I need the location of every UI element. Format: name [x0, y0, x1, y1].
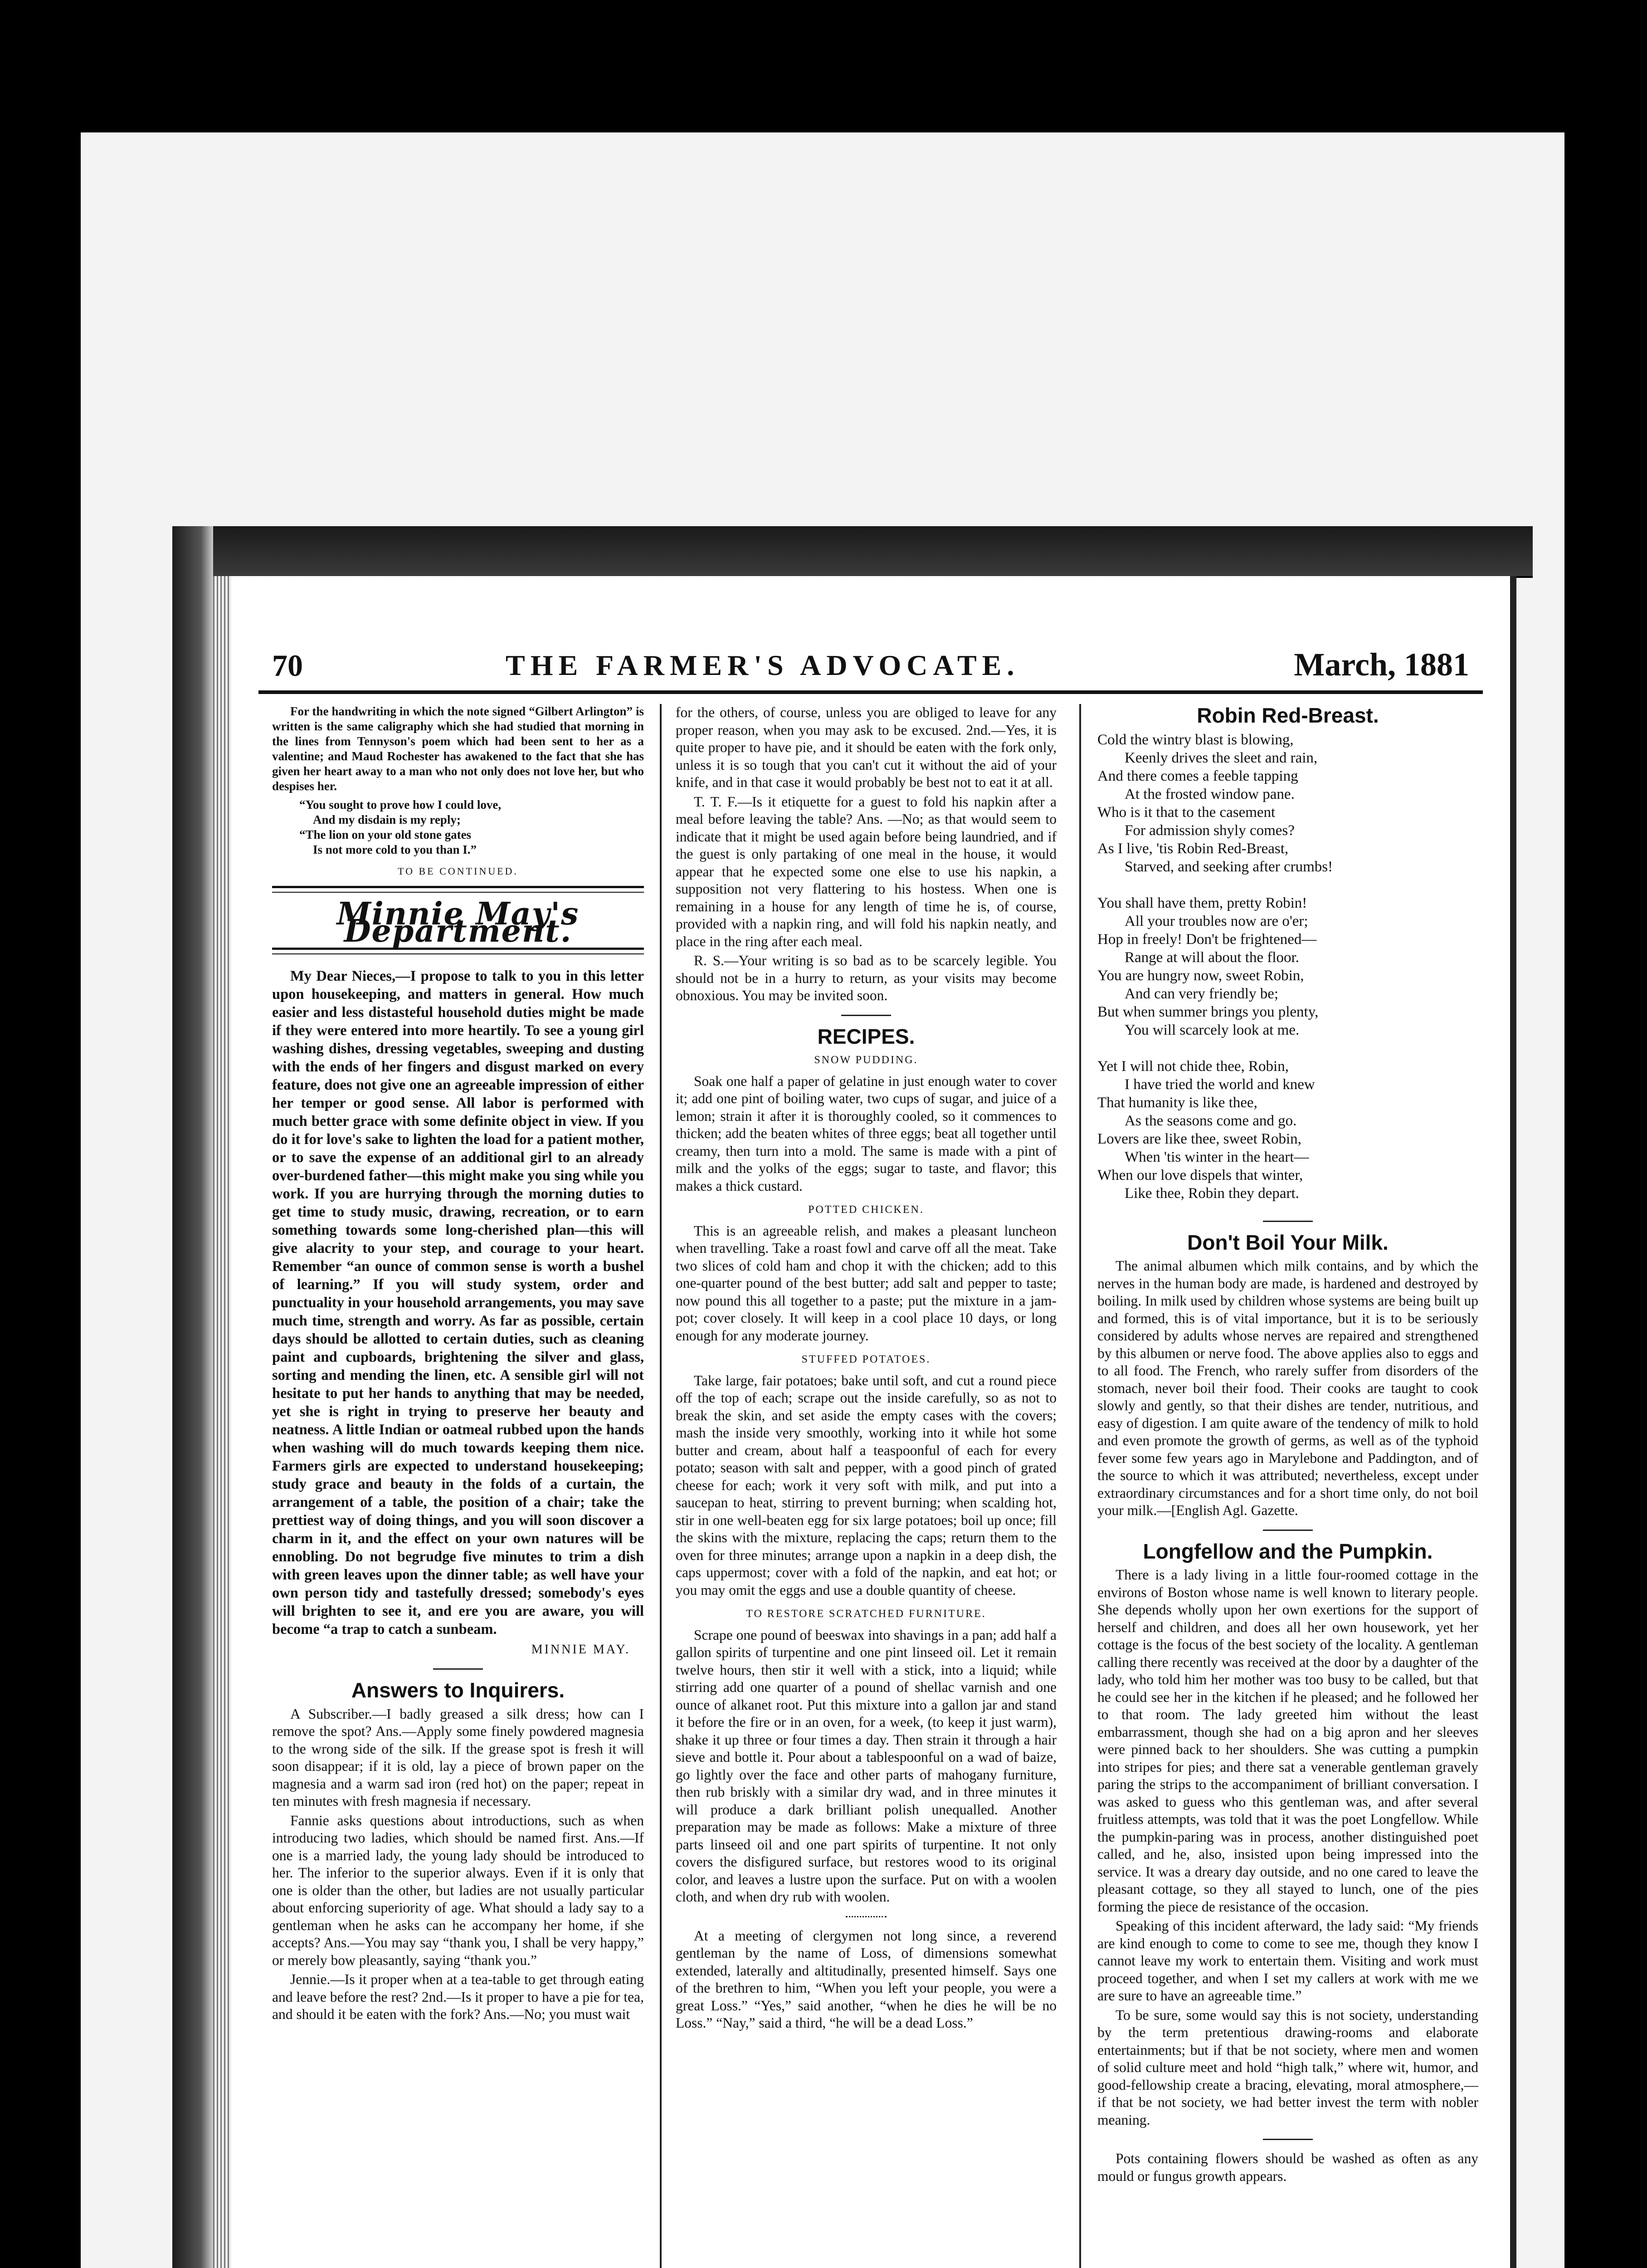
answer-continued: for the others, of course, unless you are obliged to leave for any proper reason, when you may ask to be excused. 2nd.—Yes, it is quite proper to have pie, and it should be eaten with the fork only, unless it is so tough that you can't cut it without the aid of your knife, and in that case it would probably be best not to eat it at all. — [676, 704, 1057, 790]
poem-line: When 'tis winter in the heart— — [1125, 1149, 1309, 1165]
poem-line: Yet I will not chide thee, Robin, — [1097, 1058, 1289, 1075]
flowers-paragraph: Pots containing flowers should be washed as often as any mould or fungus growth appears. — [1097, 2151, 1478, 2184]
poem-line: Cold the wintry blast is blowing, — [1097, 731, 1294, 748]
poem-line: But when summer brings you plenty, — [1097, 1003, 1319, 1020]
verse-line: “The lion on your old stone gates — [299, 828, 472, 841]
story-verse — [272, 797, 644, 857]
recipe-text: Soak one half a paper of gelatine in just enough water to cover it; add one pint of boiling water, two cups of sugar, and juice of a lemon; strain it after it is thoroughly cooled, so it commences to thicken; add the beaten whites of three eggs; beat all together until creamy, then turn into a mold. The same is made with a pint of milk and the yolks of the eggs; sugar to taste, and flavor; this makes a thick custard. — [676, 1073, 1057, 1194]
journal-title: THE FARMER'S ADVOCATE. — [506, 649, 1020, 681]
answer-paragraph: T. T. F.—Is it etiquette for a guest to fold his napkin after a meal before leaving the table? Ans. —No; as that would seem to indicate that it might be used again before being laundried, and if the guest is only partaking of one meal in the house, it would appear that he expected some one else to use his napkin, a supposition not very flattering to his hostess. When one is remaining in a house for any length of time he is, of course, provided with a napkin ring, and will fold his napkin neatly, and place in the ring after each meal. — [676, 793, 1057, 949]
answer-paragraph: R. S.—Your writing is so bad as to be scarcely legible. You should not be in a hurry to return, as your visits may become obnoxious. You may be invited soon. — [676, 953, 1057, 1003]
page-edge-right — [1510, 576, 1516, 2268]
pumpkin-heading: Longfellow and the Pumpkin. — [1143, 1539, 1433, 1563]
answer-paragraph: Fannie asks questions about introductions, such as when introducing two ladies, which should be named first. Ans.—If one is a married lady, the young lady should be introduced to her. The inferior to the superior always. Even if it is only that one is older than the other, but ladies are not usually particular about enforcing superiority of age. What should a lady say to a gentleman when he asks can he accompany her home, if she accepts? Ans.—You may say “thank you, I shall be very happy,” or merely bow pleasantly, saying “thank you.” — [272, 1812, 644, 1968]
milk-paragraph: The animal albumen which milk contains, and by which the nerves in the human body are made, is hardened and destroyed by boiling. In milk used by children whose systems are being built up and formed, this is of vital importance, but it is to be seriously considered by adults whose nerves are repaired and strengthened by this albumen or nerve food. The above applies also to eggs and to all food. The French, who rarely suffer from disorders of the stomach, never boil their food. Their cooks are taught to cook slowly and gently, so that their dishes are tender, nutritious, and easy of digestion. I am quite aware of the tendency of milk to hold and even promote the growth of germs, as well as of the typhoid fever some few years ago in Marylebone and Paddington, and of the source to which it was attributed; nevertheless, except under extraordinary circumstances and for a short time only, do not boil your milk.—[English Agl. Gazette. — [1097, 1258, 1478, 1518]
poem-stanza — [1097, 1057, 1478, 1202]
poem-line: And can very friendly be; — [1125, 985, 1279, 1002]
section-rule — [272, 886, 644, 893]
divider — [433, 1668, 483, 1670]
poem-line: Starved, and seeking after crumbs! — [1125, 858, 1333, 875]
answer-paragraph: Jennie.—Is it proper when at a tea-table to get through eating and leave before the rest? 2nd.—Is it proper to have a pie for tea, and should it be eaten with the fork? Ans.—No; you must wait — [272, 1971, 644, 2022]
column-3 — [1097, 704, 1478, 2187]
poem-robin-red-breast — [1097, 731, 1478, 1202]
pumpkin-paragraph: There is a lady living in a little four-roomed cottage in the environs of Boston whose name is well known to literary people. She depends wholly upon her own exertions for the support of herself and children, and does all her own housework, yet her cottage is the focus of the best society of the locality. A gentleman calling there recently was received at the door by a daughter of the lady, who told him her mother was too busy to be called, but that he could see her in the kitchen if he pleased; and he followed her to that room. The lady greeted him without the least embarrassment, though she had on a big apron and her sleeves were pinned back to her shoulders. She was cutting a pumpkin into stripes for pies; and there sat a venerable gentleman gravely paring the strips to the accompaniment of brilliant conversation. I was asked to guess who this gentleman was, and after several fruitless attempts, was told that it was the poet Longfellow. While the pumpkin-paring was in process, another distinguished poet called, and he, also, insisted upon being impressed into the service. It was a dreary day outside, and no one cared to leave the pleasant cottage, so they all stayed to lunch, one of the pies forming the piece de resistance of the occasion. — [1097, 1567, 1478, 1915]
column-1 — [272, 704, 644, 2025]
recipe-title: POTTED CHICKEN. — [808, 1204, 924, 1216]
newspaper-page — [231, 576, 1510, 2268]
scan-border-right — [1564, 0, 1647, 2268]
recipe-title: SNOW PUDDING. — [814, 1054, 918, 1066]
story-ending: For the handwriting in which the note signed “Gilbert Arlington” is written is the same caligraphy which she had studied that morning in the lines from Tennyson's poem which had been sent to her as a valentine; and Maud Rochester has awakened to the fact that she has given her heart away to a man who not only does not love her, but who despises her. — [272, 704, 644, 793]
book-cover-edge-left — [172, 526, 213, 2268]
recipe-text: Take large, fair potatoes; bake until soft, and cut a round piece off the top of each; scrape out the inside carefully, so as not to break the skin, and set aside the empty cases with the covers; mash the inside very smoothly, working into it while hot some butter and cream, about half a teaspoonful of each for every potato; season with salt and pepper, with a good pinch of grated cheese for each; work it very soft with milk, and put into a saucepan to heat, stirring to prevent burning; when scalding hot, stir in one well-beaten egg for six large potatoes; boil up once; fill the skins with the mixture, replacing the caps; return them to the oven for three minutes; arrange upon a napkin in a deep dish, the caps uppermost; cover with a fold of the napkin, and eat hot; or you may omit the eggs and use a double quantity of cheese. — [676, 1372, 1057, 1598]
running-head — [272, 644, 1469, 685]
poem-line: Range at will about the floor. — [1125, 949, 1299, 966]
poem-line: You will scarcely look at me. — [1125, 1022, 1300, 1038]
poem-line: You are hungry now, sweet Robin, — [1097, 967, 1304, 984]
page-gutter — [213, 576, 231, 2268]
poem-line: And there comes a feeble tapping — [1097, 767, 1298, 784]
pumpkin-paragraph: Speaking of this incident afterward, the lady said: “My friends are kind enough to come to come to see me, though they know I cannot leave my work to entertain them. Visiting and work must proceed together, and when I set my callers at work with me we are sure to have an agreeable time.” — [1097, 1918, 1478, 2004]
pumpkin-paragraph: To be sure, some would say this is not society, understanding by the term pretentious drawing-rooms and elaborate entertainments; but if that be not society, where men and women of solid culture meet and hold “high talk,” where wit, humor, and good-fellowship create a bracing, elevating, moral atmosphere,—if that be not society, we had better invest the term with nobler meaning. — [1097, 2007, 1478, 2128]
scan-border-top — [0, 0, 1647, 132]
page-number: 70 — [272, 648, 303, 683]
anecdote-paragraph: At a meeting of clergymen not long since, a reverend gentleman by the name of Loss, of dimensions somewhat extended, laterally and altitudinally, presented himself. Says one of the brethren to him, “When you left your people, you were a great Loss.” “Yes,” said another, “when he dies he will be no Loss.” “Nay,” said a third, “he will be a dead Loss.” — [676, 1927, 1057, 2031]
department-title: Minnie May's Department. — [336, 895, 580, 949]
poem-line: All your troubles now are o'er; — [1125, 913, 1308, 929]
poem-line: For admission shyly comes? — [1125, 822, 1295, 839]
divider — [1263, 1530, 1313, 1531]
poem-line: As the seasons come and go. — [1125, 1112, 1297, 1129]
poem-line: I have tried the world and knew — [1125, 1076, 1315, 1093]
verse-line: And my disdain is my reply; — [313, 813, 461, 826]
column-2 — [676, 704, 1057, 2034]
poem-stanza — [1097, 894, 1478, 1039]
to-be-continued: TO BE CONTINUED. — [398, 865, 518, 877]
recipe-text: This is an agreeable relish, and makes a pleasant luncheon when travelling. Take a roast fowl and carve off all the meat. Take two slices of cold ham and chop it with the chicken; add to this one-quarter pound of the best butter; add salt and pepper to taste; now pound this all together to a paste; put the mixture in a jam-pot; cover closely. It will keep in a cool place 10 days, or long enough for any moderate journey. — [676, 1222, 1057, 1344]
poem-stanza — [1097, 731, 1478, 876]
poem-line: That humanity is like thee, — [1097, 1094, 1257, 1111]
poem-line: When our love dispels that winter, — [1097, 1167, 1303, 1183]
recipes-heading: RECIPES. — [817, 1024, 915, 1048]
verse-line: “You sought to prove how I could love, — [299, 798, 502, 811]
poem-line: Like thee, Robin they depart. — [1125, 1185, 1299, 1202]
divider — [1263, 1221, 1313, 1222]
divider — [1263, 2139, 1313, 2140]
poem-title: Robin Red-Breast. — [1197, 704, 1379, 727]
header-rule — [258, 690, 1483, 694]
column-rule — [1079, 704, 1081, 2268]
poem-line: At the frosted window pane. — [1125, 786, 1295, 802]
poem-line: Keenly drives the sleet and rain, — [1125, 749, 1318, 766]
milk-heading: Don't Boil Your Milk. — [1187, 1230, 1389, 1254]
answer-paragraph: A Subscriber.—I badly greased a silk dress; how can I remove the spot? Ans.—Apply some finely powdered magnesia to the wrong side of the silk. If the grease spot is fresh it will soon disappear; if it is old, lay a piece of brown paper on the magnesia and a warm sad iron (red hot) on the paper; repeat in ten minutes with fresh magnesia if necessary. — [272, 1706, 644, 1809]
book-cover-edge-top — [172, 526, 1533, 578]
divider — [846, 1916, 887, 1917]
recipe-title: STUFFED POTATOES. — [801, 1354, 931, 1365]
issue-date: March, 1881 — [1294, 646, 1469, 683]
letter-paragraph: My Dear Nieces,—I propose to talk to you in this letter upon housekeeping, and matters in general. How much easier and less distasteful household duties might be made if they were entered into more heartily. To see a young girl washing dishes, dressing vegetables, sweeping and dusting with the ends of her fingers and disgust marked on every feature, does not give one an agreeable impression of either her temper or good sense. All labor is performed with much better grace with some definite object in view. If you do it for love's sake to lighten the load for a patient mother, or to save the expense of an additional girl to an already over-burdened father—this might make you sing while you work. If you are hurrying through the morning duties to get time to study music, drawing, recreation, or to earn something towards some long-cherished plan—this will give alacrity to your step, and courage to your heart. Remember “an ounce of common sense is worth a bushel of learning.” If you will study system, order and punctuality in your household arrangements, you may save much time, strength and worry. As far as possible, certain days should be allotted to certain duties, such as cleaning paint and cupboards, brightening the silver and glass, sorting and mending the linen, etc. A sensible girl will not hesitate to put her hands to anything that may be needed, yet she is right in trying to preserve her beauty and neatness. A little Indian or oatmeal rubbed upon the hands when washing will do much towards keeping them nice. Farmers girls are expected to understand housekeeping; study grace and beauty in the folds of a curtain, the arrangement of a table, the position of a chair; take the prettiest way of doing things, and you will soon discover a charm in it, and the effect on your own natures will be ennobling. Do not begrudge five minutes to trim a dish with green leaves upon the dinner table; as well have your own person tidy and tastefully dressed; somebody's eyes will brighten to see it, and ere you are aware, you will become “a trap to catch a sunbeam. — [272, 968, 644, 1637]
column-rule — [660, 704, 662, 2268]
poem-line: As I live, 'tis Robin Red-Breast, — [1097, 840, 1289, 857]
recipe-text: Scrape one pound of beeswax into shavings in a pan; add half a gallon spirits of turpentine and one pint linseed oil. Let it remain twelve hours, then stir it well with a stick, into a liquid; while stirring add one quarter of a pound of shellac varnish and one ounce of alkanet root. Put this mixture into a gallon jar and stand it before the fire or in an oven, for a week, (to keep it just warm), shake it up three or four times a day. Then strain it through a hair sieve and bottle it. Pour about a tablespoonful on a wad of baize, go lightly over the face and other parts of mahogany furniture, then rub briskly with a similar dry wad, and in three minutes it will produce a dark brilliant polish unequalled. Another preparation may be made as follows: Make a mixture of three parts linseed oil and one part spirits of turpentine. It not only covers the disfigured surface, but restores wood to its original color, and leaves a lustre upon the surface. Put on with a woolen cloth, and when dry rub with woolen. — [676, 1627, 1057, 1905]
signature: MINNIE MAY. — [531, 1642, 630, 1657]
poem-line: You shall have them, pretty Robin! — [1097, 894, 1307, 911]
poem-line: Who is it that to the casement — [1097, 804, 1276, 821]
recipe-title: TO RESTORE SCRATCHED FURNITURE. — [746, 1608, 986, 1620]
poem-line: Lovers are like thee, sweet Robin, — [1097, 1130, 1301, 1147]
divider — [841, 1015, 891, 1016]
verse-line: Is not more cold to you than I.” — [313, 843, 477, 856]
scan-border-left — [0, 0, 81, 2268]
answers-heading: Answers to Inquirers. — [351, 1678, 565, 1702]
poem-line: Hop in freely! Don't be frightened— — [1097, 931, 1317, 948]
